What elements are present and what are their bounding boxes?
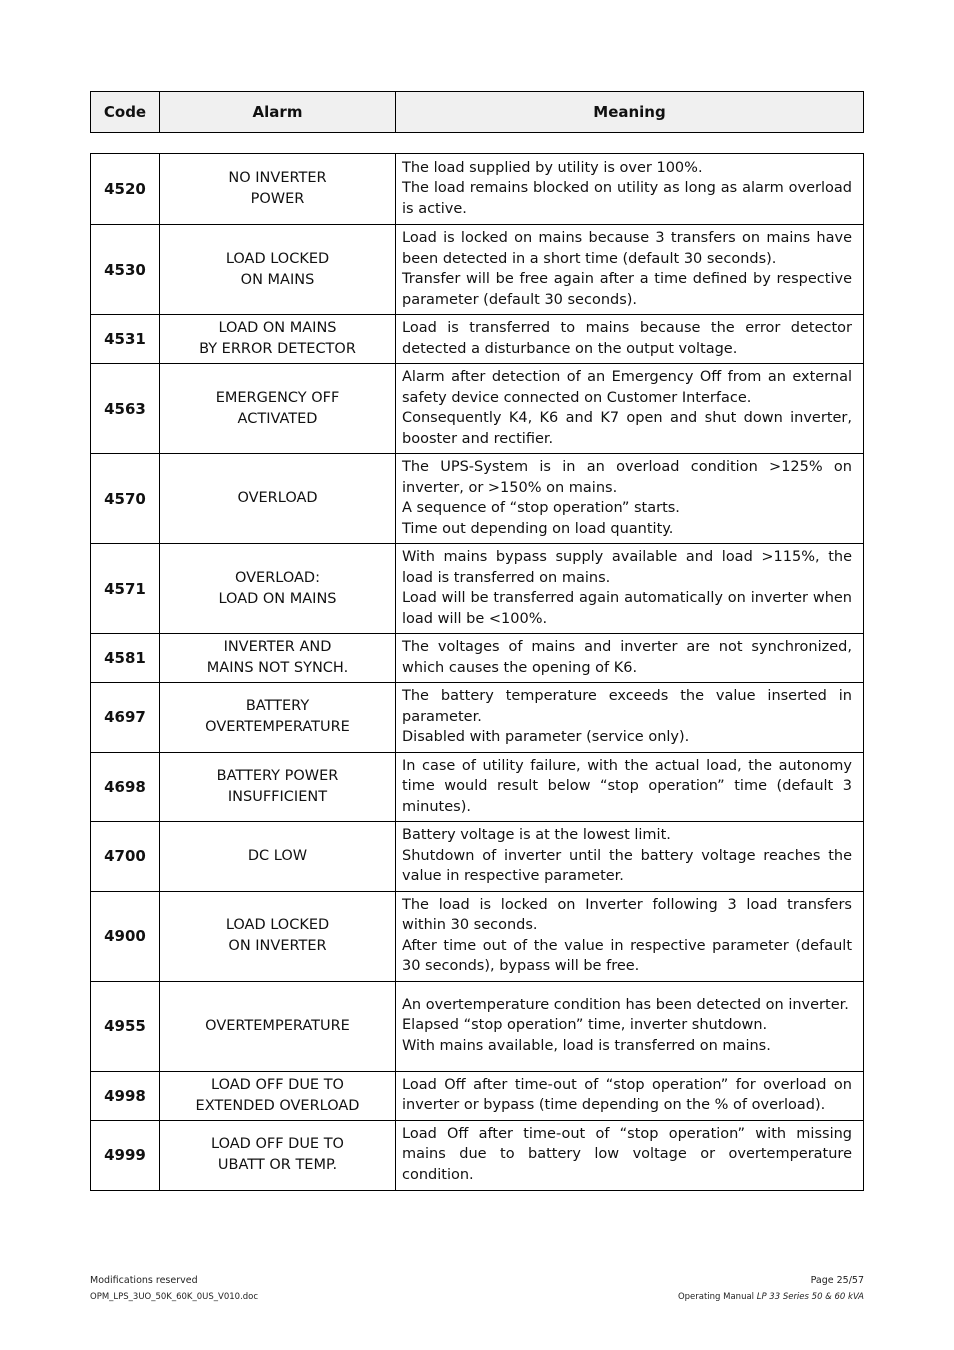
footer-left-2: OPM_LPS_3UO_50K_60K_0US_V010.doc [90,1292,259,1302]
footer-page-number: Page 25/57 [810,1275,864,1286]
meaning-paragraph: After time out of the value in respective parameter (default 30 seconds), bypass will be free. [402,937,852,974]
alarm-name [160,634,396,683]
alarm-meaning [396,822,864,892]
alarm-code: 4697 [91,683,160,753]
alarm-name [160,1120,396,1190]
alarm-code: 4900 [91,891,160,981]
meaning-paragraph: In case of utility failure, with the actual load, the autonomy time would result below “stop operation” time (default 3 minutes). [402,757,852,815]
alarm-name-line: LOAD ON MAINS [218,320,337,336]
alarm-name-line: ON MAINS [240,271,315,288]
alarm-name [160,683,396,753]
table-header [90,91,864,133]
alarm-name-line: ACTIVATED [237,410,318,427]
meaning-paragraph: Disabled with parameter (service only). [402,729,690,745]
meaning-paragraph: The voltages of mains and inverter are not synchronized, which causes the opening of K6. [402,639,852,676]
alarm-name-line: EMERGENCY OFF [215,389,340,406]
meaning-paragraph: Battery voltage is at the lowest limit. [402,827,671,843]
meaning-paragraph: A sequence of “stop operation” starts. [402,500,680,516]
alarm-name [160,154,396,225]
meaning-paragraph: An overtemperature condition has been detected on inverter. [402,996,849,1013]
alarm-code: 4700 [91,822,160,892]
alarm-meaning [396,683,864,753]
alarm-name-line: LOAD OFF DUE TO [211,1076,344,1093]
meaning-paragraph: Load Off after time-out of “stop operation” with missing mains due to battery low voltage or overtemperature condition. [402,1125,852,1183]
table-row [91,225,864,315]
alarm-meaning [396,544,864,634]
alarm-table [90,153,864,1191]
alarm-name-line: EXTENDED OVERLOAD [195,1097,360,1114]
alarm-name-line: BATTERY [245,698,310,715]
meaning-paragraph: Load is transferred to mains because the error detector detected a disturbance on the output voltage. [402,320,852,357]
alarm-meaning [396,364,864,454]
alarm-meaning [396,315,864,364]
alarm-code: 4570 [91,454,160,544]
alarm-name-line: OVERLOAD: [234,569,320,586]
table-row [91,822,864,892]
alarm-name-line: DC LOW [247,847,308,864]
alarm-code: 4955 [91,981,160,1071]
alarm-name [160,364,396,454]
alarm-meaning [396,634,864,683]
alarm-code: 4698 [91,752,160,822]
alarm-name-line: OVERTEMPERATURE [205,719,350,736]
table-row [91,981,864,1071]
alarm-name-line: NO INVERTER [228,170,327,186]
meaning-paragraph: Elapsed “stop operation” time, inverter shutdown. [402,1017,768,1034]
alarm-code: 4571 [91,544,160,634]
alarm-code: 4530 [91,225,160,315]
footer-manual-title [678,1292,864,1302]
meaning-paragraph: Time out depending on load quantity. [402,520,674,537]
meaning-paragraph: Consequently K4, K6 and K7 open and shut down inverter, booster and rectifier. [402,410,852,447]
alarm-meaning [396,1071,864,1120]
alarm-name-line: LOAD ON MAINS [218,590,337,607]
meaning-paragraph: Alarm after detection of an Emergency Off from an external safety device connected on Customer Interface. [402,369,852,406]
table-row [91,315,864,364]
alarm-name-line: POWER [250,191,305,207]
meaning-paragraph: With mains available, load is transferred on mains. [402,1037,771,1054]
alarm-name [160,1071,396,1120]
alarm-meaning [396,154,864,225]
table-row [91,154,864,225]
alarm-meaning [396,891,864,981]
header-code: Code [91,92,160,133]
alarm-meaning [396,225,864,315]
meaning-paragraph: With mains bypass supply available and load >115%, the load is transferred on mains. [402,549,852,586]
alarm-code: 4998 [91,1071,160,1120]
table-row [91,1071,864,1120]
alarm-meaning [396,752,864,822]
table-row [91,454,864,544]
alarm-name-line: OVERTEMPERATURE [205,1017,350,1034]
table-row [91,634,864,683]
meaning-paragraph: Load will be transferred again automatically on inverter when load will be <100%. [402,590,852,627]
alarm-name-line: INVERTER AND [223,639,332,655]
alarm-code: 4563 [91,364,160,454]
alarm-name [160,544,396,634]
table-row [91,683,864,753]
alarm-name-line: LOAD LOCKED [225,250,330,267]
alarm-code: 4531 [91,315,160,364]
alarm-name [160,454,396,544]
alarm-name-line: OVERLOAD [237,490,318,506]
alarm-name-line: BY ERROR DETECTOR [199,341,356,357]
meaning-paragraph: Shutdown of inverter until the battery voltage reaches the value in respective parameter. [402,847,852,884]
alarm-name-line: LOAD OFF DUE TO [211,1136,344,1152]
alarm-code: 4999 [91,1120,160,1190]
alarm-name [160,315,396,364]
alarm-meaning [396,981,864,1071]
alarm-code: 4581 [91,634,160,683]
meaning-paragraph: The load is locked on Inverter following 3 load transfers within 30 seconds. [402,896,852,933]
meaning-paragraph: The battery temperature exceeds the value inserted in parameter. [402,688,852,725]
alarm-name [160,225,396,315]
meaning-paragraph: Load is locked on mains because 3 transfers on mains have been detected in a short time (default 30 seconds). [402,230,852,267]
table-row [91,891,864,981]
alarm-name-line: LOAD LOCKED [225,917,330,933]
alarm-name [160,891,396,981]
footer-manual-prefix: Operating Manual [677,1292,757,1302]
alarm-name-line: INSUFFICIENT [227,788,328,805]
footer-left-1: Modifications reserved [90,1275,198,1286]
alarm-name-line: BATTERY POWER [216,767,339,784]
header-meaning: Meaning [396,92,864,133]
alarm-name-line: MAINS NOT SYNCH. [206,660,349,676]
table-row [91,364,864,454]
meaning-paragraph: Load Off after time-out of “stop operation” for overload on inverter or bypass (time depending on the % of overload). [402,1076,852,1113]
alarm-name-line: UBATT OR TEMP. [217,1157,338,1173]
alarm-code: 4520 [91,154,160,225]
alarm-name [160,752,396,822]
table-row [91,1120,864,1190]
footer-manual-model: LP 33 Series 50 & 60 kVA [756,1292,864,1302]
table-row [91,544,864,634]
alarm-name-line: ON INVERTER [228,938,327,954]
alarm-name [160,822,396,892]
alarm-name [160,981,396,1071]
meaning-paragraph: Transfer will be free again after a time defined by respective parameter (default 30 seconds). [402,271,852,308]
table-row [91,752,864,822]
meaning-paragraph: The load supplied by utility is over 100%. [402,159,703,176]
header-alarm: Alarm [160,92,396,133]
alarm-meaning [396,1120,864,1190]
meaning-paragraph: The UPS-System is in an overload condition >125% on inverter, or >150% on mains. [402,459,852,496]
alarm-meaning [396,454,864,544]
meaning-paragraph: The load remains blocked on utility as long as alarm overload is active. [402,180,852,217]
